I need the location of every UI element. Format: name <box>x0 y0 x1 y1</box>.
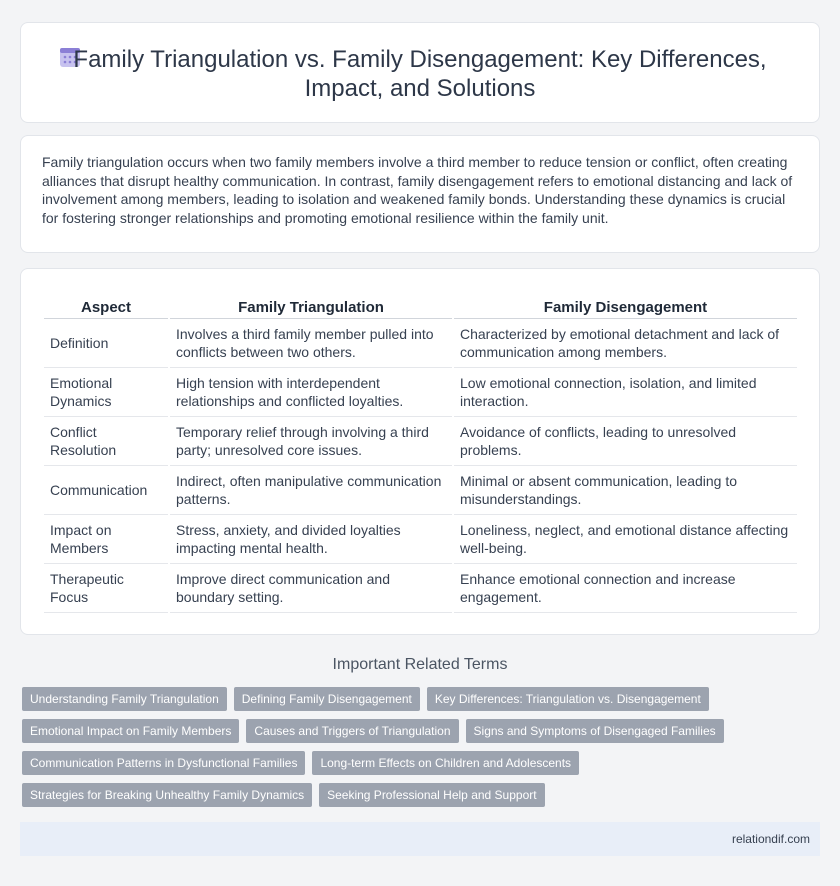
related-term-tag[interactable]: Emotional Impact on Family Members <box>22 719 239 743</box>
row-triangulation: Indirect, often manipulative communication patterns. <box>170 466 452 515</box>
row-triangulation: Improve direct communication and boundary setting. <box>170 564 452 613</box>
related-term-tag[interactable]: Causes and Triggers of Triangulation <box>246 719 458 743</box>
row-aspect: Definition <box>44 319 168 368</box>
table-row <box>44 564 797 613</box>
table-header-row <box>44 295 797 319</box>
related-term-tag[interactable]: Understanding Family Triangulation <box>22 687 227 711</box>
row-triangulation: Temporary relief through involving a third party; unresolved core issues. <box>170 417 452 466</box>
related-terms-list <box>22 687 822 815</box>
related-terms-title: Important Related Terms <box>332 656 508 673</box>
header-aspect: Aspect <box>44 295 168 319</box>
row-aspect: Emotional Dynamics <box>44 368 168 417</box>
table-row <box>44 417 797 466</box>
row-disengagement: Enhance emotional connection and increase engagement. <box>454 564 797 613</box>
header-card <box>20 22 820 123</box>
row-aspect: Communication <box>44 466 168 515</box>
row-aspect: Impact on Members <box>44 515 168 564</box>
row-aspect: Conflict Resolution <box>44 417 168 466</box>
related-term-tag[interactable]: Signs and Symptoms of Disengaged Families <box>466 719 724 743</box>
row-disengagement: Minimal or absent communication, leading to misunderstandings. <box>454 466 797 515</box>
header-triangulation: Family Triangulation <box>170 295 452 319</box>
tag-row <box>22 783 822 807</box>
row-triangulation: High tension with interdependent relationships and conflicted loyalties. <box>170 368 452 417</box>
row-disengagement: Characterized by emotional detachment and lack of communication among members. <box>454 319 797 368</box>
related-term-tag[interactable]: Key Differences: Triangulation vs. Disengagement <box>427 687 709 711</box>
tag-row <box>22 687 822 711</box>
row-aspect: Therapeutic Focus <box>44 564 168 613</box>
table-row <box>44 466 797 515</box>
page-title: Family Triangulation vs. Family Disengagement: Key Differences, Impact, and Solutions <box>73 46 767 102</box>
row-disengagement: Loneliness, neglect, and emotional distance affecting well-being. <box>454 515 797 564</box>
intro-paragraph: Family triangulation occurs when two family members involve a third member to reduce tension or conflict, often creating alliances that disrupt healthy communication. In contrast, family disengagement refers to emotional distancing and lack of involvement among members, leading to isolation and weakened family bonds. Understanding these dynamics is crucial for fostering stronger relationships and promoting emotional resilience within the family unit. <box>42 154 793 226</box>
header-disengagement: Family Disengagement <box>454 295 797 319</box>
footer-site-link[interactable]: relationdif.com <box>731 832 810 846</box>
related-term-tag[interactable]: Defining Family Disengagement <box>234 687 420 711</box>
table-row <box>44 319 797 368</box>
related-term-tag[interactable]: Seeking Professional Help and Support <box>319 783 544 807</box>
row-triangulation: Stress, anxiety, and divided loyalties impacting mental health. <box>170 515 452 564</box>
related-term-tag[interactable]: Long-term Effects on Children and Adolescents <box>312 751 579 775</box>
related-term-tag[interactable]: Communication Patterns in Dysfunctional Families <box>22 751 305 775</box>
table-row <box>44 368 797 417</box>
intro-card <box>20 135 820 253</box>
row-triangulation: Involves a third family member pulled into conflicts between two others. <box>170 319 452 368</box>
tag-row <box>22 719 822 743</box>
table-row <box>44 515 797 564</box>
tag-row <box>22 751 822 775</box>
comparison-card <box>20 268 820 635</box>
related-term-tag[interactable]: Strategies for Breaking Unhealthy Family Dynamics <box>22 783 312 807</box>
row-disengagement: Avoidance of conflicts, leading to unresolved problems. <box>454 417 797 466</box>
row-disengagement: Low emotional connection, isolation, and limited interaction. <box>454 368 797 417</box>
comparison-table <box>42 295 799 613</box>
footer <box>20 822 820 856</box>
